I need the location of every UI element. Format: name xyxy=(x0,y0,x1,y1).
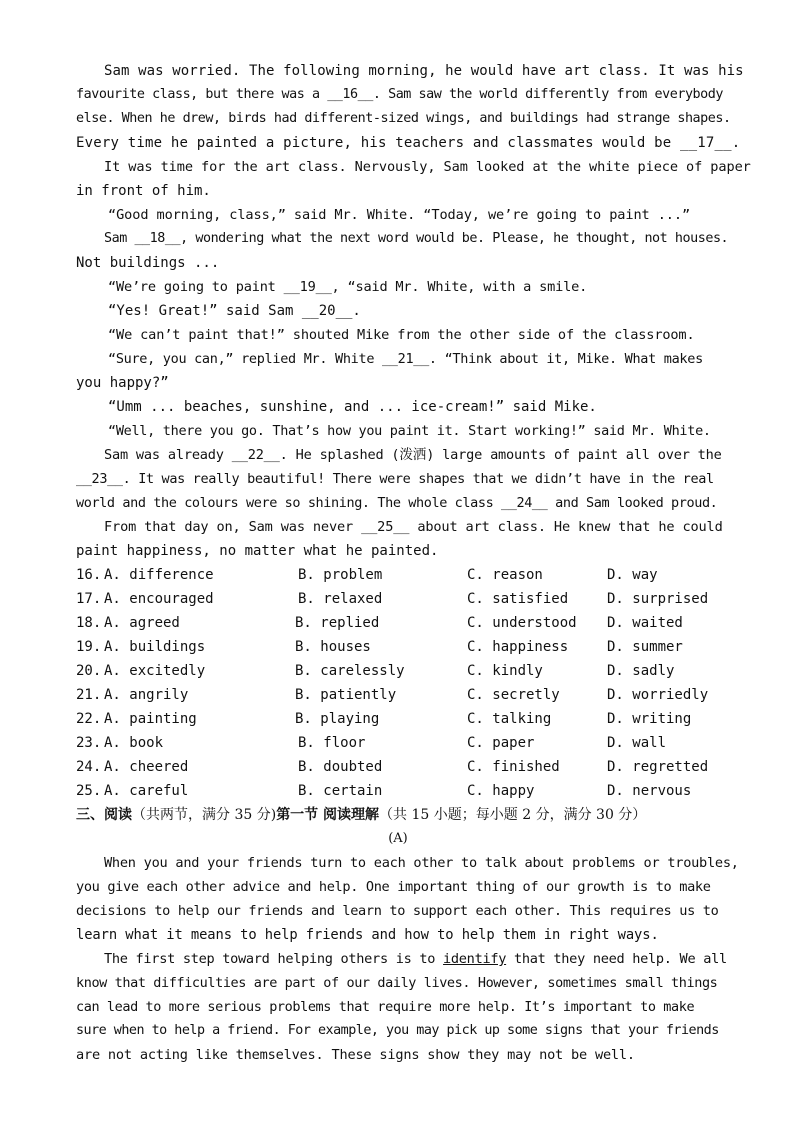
passage-line: else. When he drew, birds had different-sized wings, and buildings had strange shapes. xyxy=(76,111,731,126)
reading-line: learn what it means to help friends and how to help them in right ways. xyxy=(76,927,659,943)
option-d: D. way xyxy=(607,567,658,583)
passage-line: Sam __18__, wondering what the next word would be. Please, he thought, not houses. xyxy=(104,231,729,246)
passage-line: “We’re going to paint __19__, “said Mr. White, with a smile. xyxy=(108,279,588,295)
option-c: C. finished xyxy=(467,759,560,775)
option-c: C. kindly xyxy=(467,663,543,679)
option-a: A. agreed xyxy=(104,615,180,631)
cloze-passage xyxy=(76,59,751,563)
option-row-20 xyxy=(76,659,720,683)
option-row-18 xyxy=(76,611,720,635)
option-c: C. secretly xyxy=(467,687,560,703)
passage-line: Sam was worried. The following morning, he would have art class. It was his xyxy=(104,63,744,79)
option-a: A. excitedly xyxy=(104,663,206,679)
option-c: C. understood xyxy=(467,615,577,631)
underlined-word: identify xyxy=(443,951,507,967)
reading-line: know that difficulties are part of our daily lives. However, sometimes small things xyxy=(76,975,718,991)
option-a: A. book xyxy=(104,735,164,751)
question-number: 22. xyxy=(76,711,102,727)
question-number: 17. xyxy=(76,591,102,607)
option-row-16 xyxy=(76,563,720,587)
reading-line: you give each other advice and help. One important thing of our growth is to make xyxy=(76,879,711,895)
option-d: D. nervous xyxy=(607,783,692,799)
option-a: A. angrily xyxy=(104,687,189,703)
option-a: A. careful xyxy=(104,783,189,799)
reading-passage-a xyxy=(76,851,739,1067)
passage-line: world and the colours were so shining. The whole class __24__ and Sam looked proud. xyxy=(76,495,718,511)
option-d: D. regretted xyxy=(607,759,709,775)
option-c: C. satisfied xyxy=(467,591,569,607)
option-row-19 xyxy=(76,635,720,659)
question-number: 23. xyxy=(76,735,102,751)
option-d: D. sadly xyxy=(607,663,675,679)
reading-line: are not acting like themselves. These signs show they may not be well. xyxy=(76,1047,635,1063)
section-heading xyxy=(76,803,720,827)
reading-line: sure when to help a friend. For example, you may pick up some signs that your friends xyxy=(76,1023,719,1038)
passage-line: favourite class, but there was a __16__. Sam saw the world differently from everybody xyxy=(76,87,724,102)
passage-line: __23__. It was really beautiful! There were shapes that we didn’t have in the real xyxy=(76,471,714,487)
option-row-17 xyxy=(76,587,720,611)
reading-line: decisions to help our friends and learn to support each other. This requires us to xyxy=(76,903,719,919)
passage-line: “Yes! Great!” said Sam __20__. xyxy=(108,303,361,319)
reading-text: that they need help. We all xyxy=(506,951,727,967)
question-number: 25. xyxy=(76,783,102,799)
option-b: B. replied xyxy=(295,615,380,631)
option-c: C. reason xyxy=(467,567,543,583)
question-number: 19. xyxy=(76,639,102,655)
option-row-21 xyxy=(76,683,720,707)
passage-line: paint happiness, no matter what he painted. xyxy=(76,543,439,559)
question-number: 20. xyxy=(76,663,102,679)
passage-line: “We can’t paint that!” shouted Mike from the other side of the classroom. xyxy=(108,327,695,343)
option-b: B. houses xyxy=(295,639,371,655)
option-c: C. happiness xyxy=(467,639,569,655)
option-d: D. summer xyxy=(607,639,683,655)
option-a: A. cheered xyxy=(104,759,189,775)
passage-line: “Sure, you can,” replied Mr. White __21__. “Think about it, Mike. What makes xyxy=(108,351,703,367)
option-row-23 xyxy=(76,731,720,755)
passage-line: “Well, there you go. That’s how you paint it. Start working!” said Mr. White. xyxy=(108,423,711,439)
option-d: D. wall xyxy=(607,735,667,751)
reading-line xyxy=(76,947,727,971)
question-number: 24. xyxy=(76,759,102,775)
question-number: 21. xyxy=(76,687,102,703)
option-b: B. relaxed xyxy=(298,591,383,607)
exam-page xyxy=(76,59,751,1067)
question-number: 18. xyxy=(76,615,102,631)
option-a: A. buildings xyxy=(104,639,206,655)
subsection-score-note: （共 15 小题；每小题 2 分，满分 30 分） xyxy=(379,807,647,823)
option-a: A. difference xyxy=(104,567,214,583)
option-b: B. playing xyxy=(295,711,380,727)
option-row-24 xyxy=(76,755,720,779)
option-b: B. doubted xyxy=(298,759,383,775)
option-d: D. writing xyxy=(607,711,692,727)
options-table xyxy=(76,563,720,803)
option-d: D. worriedly xyxy=(607,687,709,703)
option-a: A. painting xyxy=(104,711,197,727)
passage-line: Not buildings ... xyxy=(76,255,220,271)
passage-line: in front of him. xyxy=(76,183,211,199)
passage-line: “Umm ... beaches, sunshine, and ... ice-cream!” said Mike. xyxy=(108,399,597,415)
option-d: D. surprised xyxy=(607,591,709,607)
option-row-25 xyxy=(76,779,720,803)
part-label: (A) xyxy=(388,831,408,846)
subsection-title: 第一节 阅读理解 xyxy=(276,807,380,823)
option-c: C. happy xyxy=(467,783,535,799)
passage-line: you happy?” xyxy=(76,375,169,391)
option-b: B. problem xyxy=(298,567,383,583)
option-c: C. paper xyxy=(467,735,535,751)
option-b: B. carelessly xyxy=(295,663,405,679)
section-score-note: （共两节，满分 35 分) xyxy=(132,807,277,823)
option-row-22 xyxy=(76,707,720,731)
passage-line: From that day on, Sam was never __25__ about art class. He knew that he could xyxy=(104,519,723,535)
passage-line: It was time for the art class. Nervously, Sam looked at the white piece of paper xyxy=(104,159,751,175)
passage-line: “Good morning, class,” said Mr. White. “Today, we’re going to paint ...” xyxy=(108,207,691,223)
section-title: 三、阅读 xyxy=(76,807,132,823)
option-b: B. patiently xyxy=(295,687,397,703)
option-c: C. talking xyxy=(467,711,552,727)
passage-line: Sam was already __22__. He splashed (泼洒) large amounts of paint all over the xyxy=(104,447,722,463)
option-a: A. encouraged xyxy=(104,591,214,607)
option-b: B. certain xyxy=(298,783,383,799)
question-number: 16. xyxy=(76,567,102,583)
reading-line: can lead to more serious problems that require more help. It’s important to make xyxy=(76,999,695,1015)
passage-line: Every time he painted a picture, his teachers and classmates would be __17__. xyxy=(76,135,741,151)
option-b: B. floor xyxy=(298,735,366,751)
option-d: D. waited xyxy=(607,615,683,631)
reading-line: When you and your friends turn to each other to talk about problems or troubles, xyxy=(104,855,739,871)
reading-text: The first step toward helping others is to xyxy=(104,951,444,967)
